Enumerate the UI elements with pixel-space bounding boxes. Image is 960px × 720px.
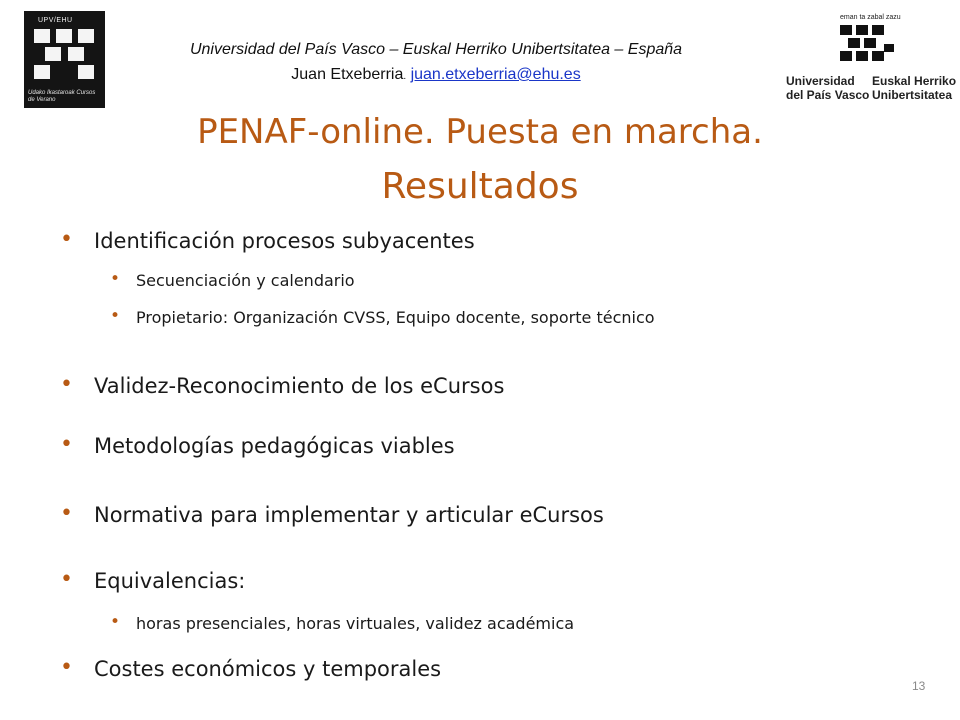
author-separator: . xyxy=(403,71,407,82)
bullet-item xyxy=(60,567,246,593)
university-name: Universidad del País Vasco – Euskal Herriko Unibertsitatea – España xyxy=(189,41,683,58)
bullet-text: Validez-Reconocimiento de los eCursos xyxy=(94,374,505,398)
bullet-text: Normativa para implementar y articular eCursos xyxy=(94,503,604,527)
sub-bullet-item xyxy=(110,269,355,290)
slide-subtitle: Resultados xyxy=(381,166,579,207)
bullet-icon: • xyxy=(110,269,121,289)
page-number: 13 xyxy=(912,679,926,693)
bullet-text: Costes económicos y temporales xyxy=(94,657,442,681)
bullet-text: Metodologías pedagógicas viables xyxy=(94,434,455,458)
bullet-text: horas presenciales, horas virtuales, validez académica xyxy=(136,614,575,633)
bullet-item xyxy=(60,432,455,458)
bullet-icon: • xyxy=(60,501,73,526)
logo-subtitle: Udako Ikastaroak Cursos de Verano xyxy=(28,90,96,103)
bullet-text: Propietario: Organización CVSS, Equipo docente, soporte técnico xyxy=(136,308,655,327)
university-shield-icon xyxy=(786,14,946,74)
bullet-icon: • xyxy=(110,306,121,326)
bullet-item xyxy=(60,501,604,527)
slide-title: PENAF-online. Puesta en marcha. xyxy=(197,112,763,152)
sub-bullet-item xyxy=(110,306,655,327)
bullet-icon: • xyxy=(110,612,121,632)
upv-ehu-summer-courses-logo xyxy=(24,11,105,108)
bullet-item xyxy=(60,227,475,253)
logo-name-basque: Euskal Herriko Unibertsitatea xyxy=(872,74,957,102)
logo-tag: UPV/EHU xyxy=(38,17,73,24)
logo-name-spanish: Universidad del País Vasco xyxy=(786,74,870,102)
bullet-icon: • xyxy=(60,567,73,592)
bullet-text: Secuenciación y calendario xyxy=(136,271,355,290)
logo-motto: eman ta zabal zazu xyxy=(840,14,901,21)
bullet-text: Identificación procesos subyacentes xyxy=(94,229,475,253)
bullet-icon: • xyxy=(60,372,73,397)
bullet-text: Equivalencias: xyxy=(94,569,246,593)
bullet-item xyxy=(60,372,505,398)
author-line xyxy=(104,66,768,84)
bullet-icon: • xyxy=(60,227,73,252)
author-email-link[interactable]: juan.etxeberria@ehu.es xyxy=(410,66,581,83)
sub-bullet-item xyxy=(110,612,575,633)
bullet-item xyxy=(60,655,442,681)
bullet-icon: • xyxy=(60,432,73,457)
author-name: Juan Etxeberria xyxy=(291,66,404,83)
upv-ehu-logo xyxy=(786,14,957,104)
bullet-icon: • xyxy=(60,655,73,680)
